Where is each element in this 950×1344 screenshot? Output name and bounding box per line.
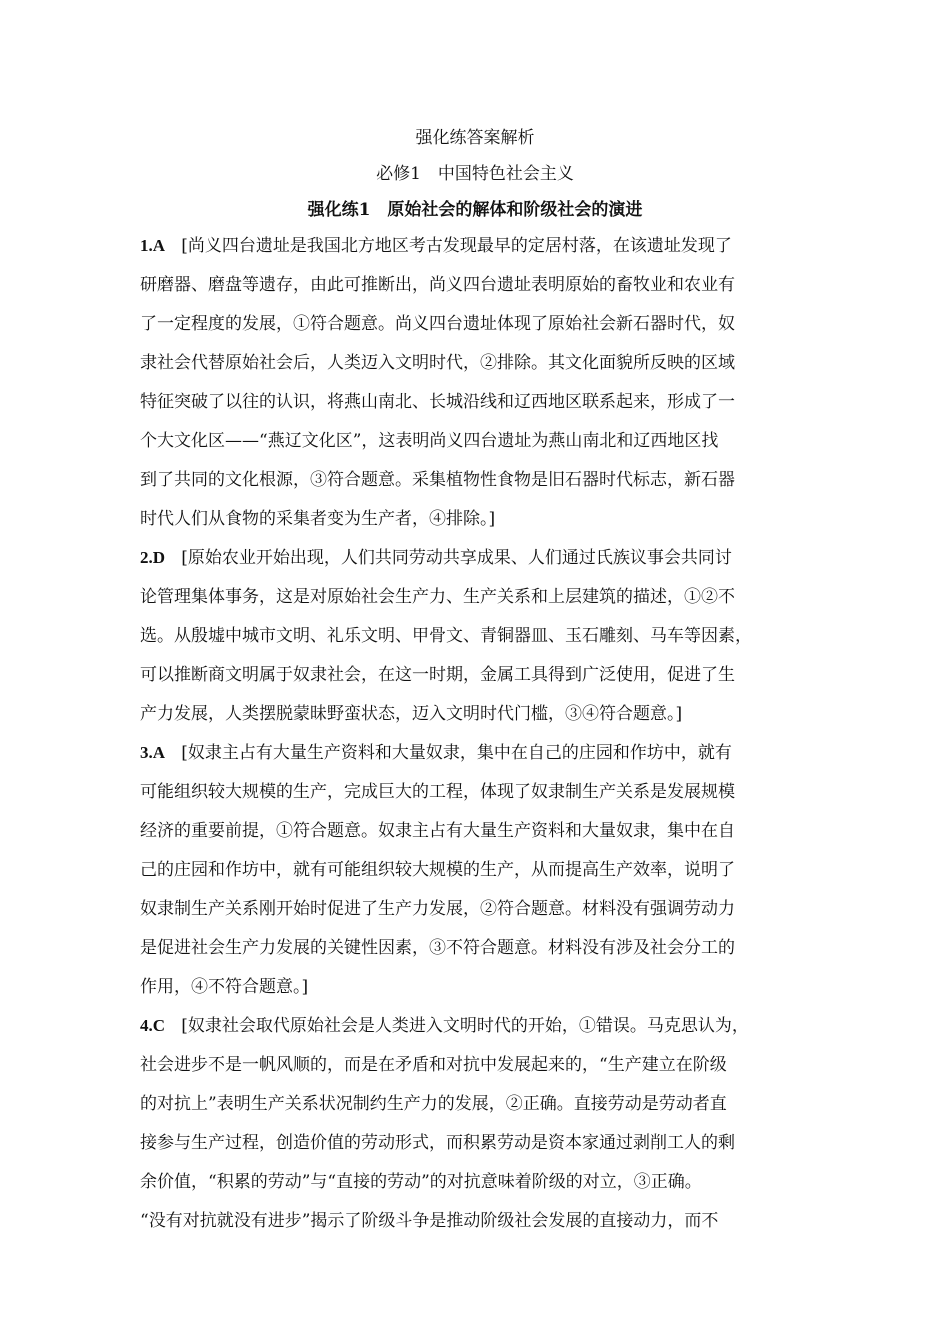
- answer-line: 接参与生产过程，创造价值的劳动形式，而积累劳动是资本家通过剥削工人的剩: [140, 1133, 735, 1153]
- answer-line: 是促进社会生产力发展的关键性因素，③不符合题意。材料没有涉及社会分工的: [140, 938, 735, 958]
- answer-line: 隶社会代替原始社会后，人类迈入文明时代，②排除。其文化面貌所反映的区域: [140, 353, 735, 373]
- answer-line: 特征突破了以往的认识，将燕山南北、长城沿线和辽西地区联系起来，形成了一: [140, 392, 735, 412]
- answer-line: 4.C [奴隶社会取代原始社会是人类进入文明时代的开始，①错误。马克思认为，: [140, 1016, 749, 1036]
- answer-line: 1.A [尚义四台遗址是我国北方地区考古发现最早的定居村落，在该遗址发现了: [140, 236, 732, 256]
- answer-line: 作用，④不符合题意。]: [140, 977, 309, 997]
- section-title: 强化练1 原始社会的解体和阶级社会的演进: [307, 200, 643, 220]
- answer-line: 己的庄园和作坊中，就有可能组织较大规模的生产，从而提高生产效率，说明了: [140, 860, 735, 880]
- answer-line: 产力发展，人类摆脱蒙昧野蛮状态，迈入文明时代门槛，③④符合题意。]: [140, 704, 683, 724]
- answer-line: 的对抗上”表明生产关系状况制约生产力的发展，②正确。直接劳动是劳动者直: [140, 1094, 727, 1114]
- answer-line: 2.D [原始农业开始出现，人们共同劳动共享成果、人们通过氏族议事会共同讨: [140, 548, 732, 568]
- answer-line: 3.A [奴隶主占有大量生产资料和大量奴隶，集中在自己的庄园和作坊中，就有: [140, 743, 732, 763]
- document-title: 强化练答案解析: [415, 128, 535, 148]
- answer-line: 可以推断商文明属于奴隶社会，在这一时期，金属工具得到广泛使用，促进了生: [140, 665, 735, 685]
- answer-number: 1.A: [140, 236, 166, 255]
- answer-line: 论管理集体事务，这是对原始社会生产力、生产关系和上层建筑的描述，①②不: [140, 587, 735, 607]
- answer-line: 时代人们从食物的采集者变为生产者，④排除。]: [140, 509, 496, 529]
- answer-line: 选。从殷墟中城市文明、礼乐文明、甲骨文、青铜器皿、玉石雕刻、马车等因素，: [140, 626, 752, 646]
- answer-line: 经济的重要前提，①符合题意。奴隶主占有大量生产资料和大量奴隶，集中在自: [140, 821, 735, 841]
- answer-number: 2.D: [140, 548, 166, 567]
- answer-line: 可能组织较大规模的生产，完成巨大的工程，体现了奴隶制生产关系是发展规模: [140, 782, 735, 802]
- answer-number: 4.C: [140, 1016, 166, 1035]
- answer-line: 到了共同的文化根源，③符合题意。采集植物性食物是旧石器时代标志，新石器: [140, 470, 735, 490]
- answer-line: 余价值，“积累的劳动”与“直接的劳动”的对抗意味着阶级的对立，③正确。: [140, 1172, 702, 1192]
- answer-line: 社会进步不是一帆风顺的，而是在矛盾和对抗中发展起来的，“生产建立在阶级: [140, 1055, 727, 1075]
- answer-line: 了一定程度的发展，①符合题意。尚义四台遗址体现了原始社会新石器时代，奴: [140, 314, 735, 334]
- answer-line: “没有对抗就没有进步”揭示了阶级斗争是推动阶级社会发展的直接动力，而不: [140, 1211, 719, 1231]
- answer-line: 个大文化区——“燕辽文化区”，这表明尚义四台遗址为燕山南北和辽西地区找: [140, 431, 719, 451]
- module-title: 必修1 中国特色社会主义: [376, 164, 574, 184]
- answer-line: 奴隶制生产关系刚开始时促进了生产力发展，②符合题意。材料没有强调劳动力: [140, 899, 735, 919]
- answer-number: 3.A: [140, 743, 166, 762]
- answer-line: 研磨器、磨盘等遗存，由此可推断出，尚义四台遗址表明原始的畜牧业和农业有: [140, 275, 735, 295]
